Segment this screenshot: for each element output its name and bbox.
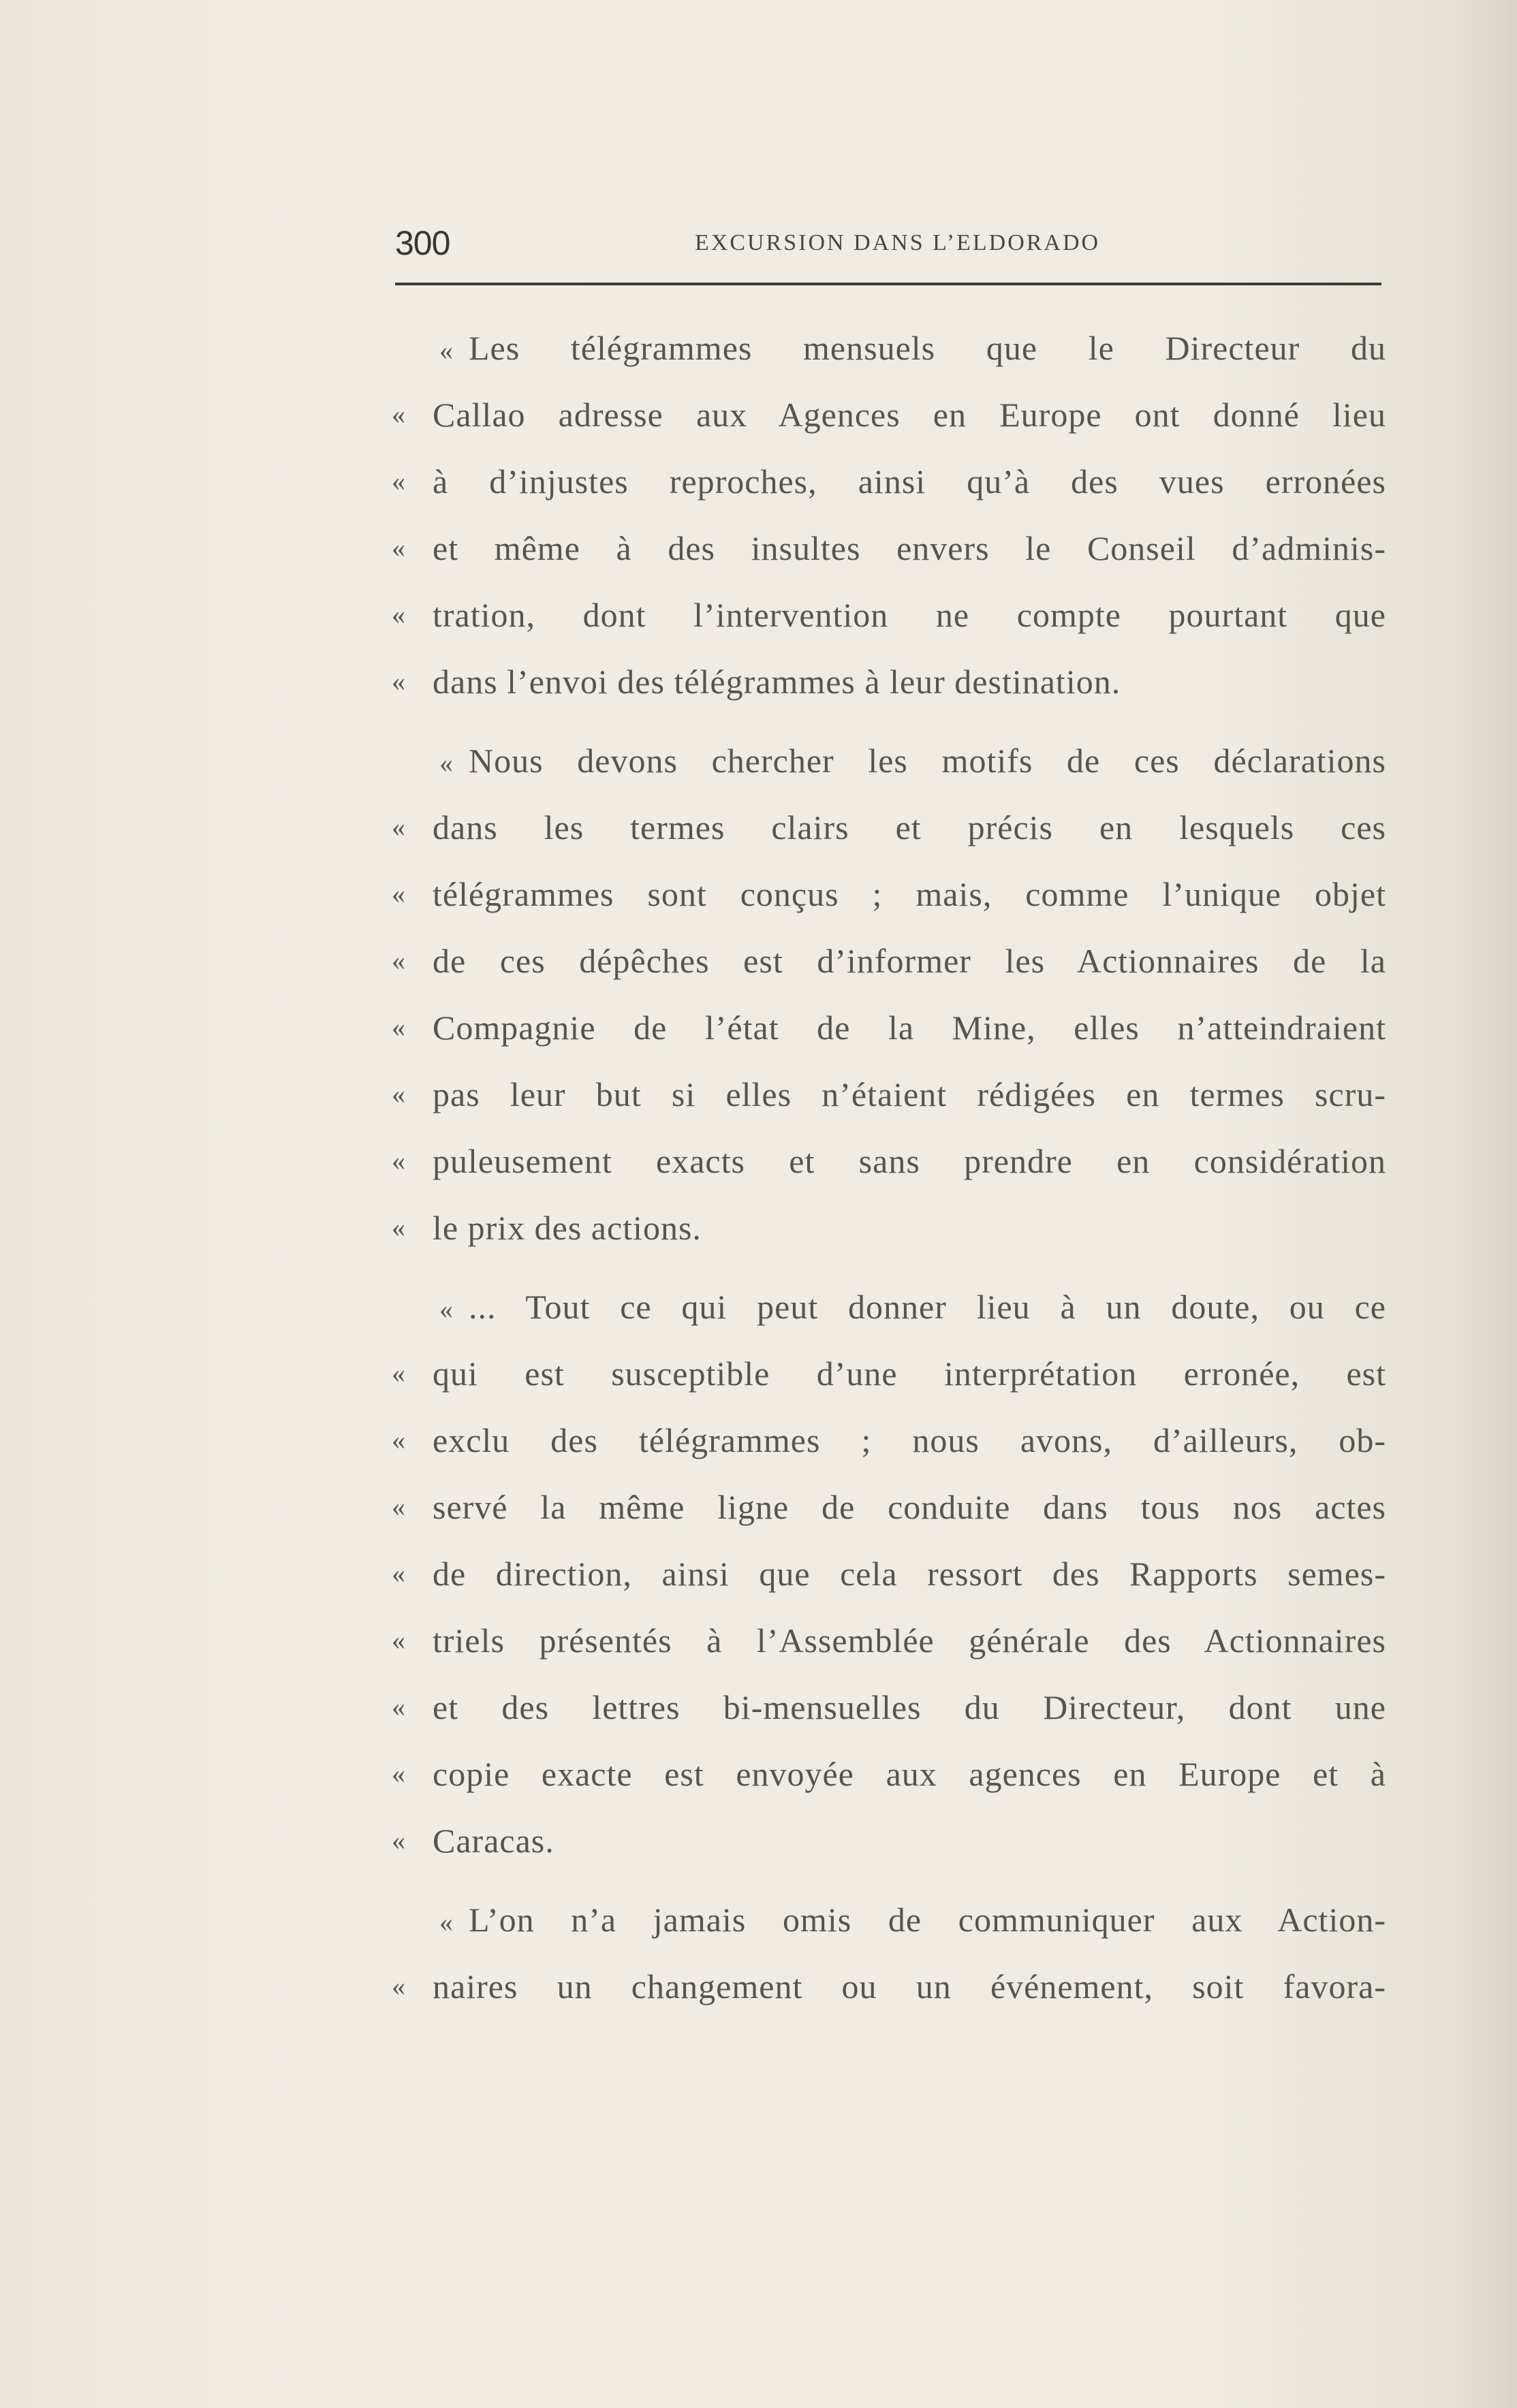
guillemet: « (392, 1558, 405, 1589)
line-text: exclu des télégrammes ; nous avons, d’ailleurs, ob- (433, 1421, 1386, 1459)
header-rule (395, 283, 1381, 285)
guillemet: « (392, 1758, 405, 1789)
text-line (392, 1953, 1386, 2020)
guillemet: « (392, 533, 405, 563)
text-line (392, 582, 1386, 648)
guillemet: « (439, 1294, 454, 1325)
guillemet: « (392, 666, 405, 697)
line-text: naires un changement ou un événement, soit favora- (433, 1967, 1386, 2006)
text-line (392, 1340, 1386, 1407)
text-line (392, 1540, 1386, 1607)
text-line (392, 1273, 1386, 1340)
line-text: le prix des actions. (433, 1209, 702, 1247)
text-line (392, 794, 1386, 861)
text-line (392, 928, 1386, 994)
text-line (392, 1741, 1386, 1807)
guillemet: « (392, 399, 405, 430)
guillemet: « (392, 1012, 405, 1043)
text-line (392, 1061, 1386, 1128)
guillemet: « (439, 335, 454, 366)
guillemet: « (392, 1079, 405, 1109)
line-text: L’on n’a jamais omis de communiquer aux Action- (469, 1901, 1386, 1939)
text-line (392, 1474, 1386, 1540)
line-text: dans les termes clairs et précis en lesquels ces (433, 808, 1386, 846)
guillemet: « (392, 1425, 405, 1455)
line-text: et des lettres bi-mensuelles du Directeur, dont une (433, 1688, 1386, 1726)
guillemet: « (392, 1491, 405, 1522)
guillemet: « (392, 1212, 405, 1243)
text-line (392, 1194, 1386, 1261)
guillemet: « (439, 748, 454, 778)
line-text: télégrammes sont conçus ; mais, comme l’unique objet (433, 875, 1386, 913)
line-text: copie exacte est envoyée aux agences en Europe et à (433, 1755, 1386, 1793)
line-text: Callao adresse aux Agences en Europe ont donné lieu (433, 396, 1386, 434)
page-header (395, 217, 1383, 285)
guillemet: « (439, 1907, 454, 1937)
line-text: servé la même ligne de conduite dans tous nos actes (433, 1488, 1386, 1526)
text-line (392, 994, 1386, 1061)
line-text: à d’injustes reproches, ainsi qu’à des vues erronées (433, 462, 1386, 501)
line-text: Compagnie de l’état de la Mine, elles n’atteindraient (433, 1009, 1386, 1047)
line-text: puleusement exacts et sans prendre en considération (433, 1142, 1386, 1180)
line-text: qui est susceptible d’une interprétation erronée, est (433, 1354, 1386, 1393)
line-text: tration, dont l’intervention ne compte pourtant que (433, 596, 1386, 634)
text-line (392, 727, 1386, 794)
line-text: dans l’envoi des télégrammes à leur destination. (433, 663, 1121, 701)
text-line (392, 861, 1386, 928)
text-line (392, 1886, 1386, 1953)
text-line (392, 1607, 1386, 1674)
guillemet: « (392, 1825, 405, 1856)
line-text: de direction, ainsi que cela ressort des Rapports semes- (433, 1555, 1386, 1593)
guillemet: « (392, 878, 405, 909)
line-text: Les télégrammes mensuels que le Directeur du (469, 329, 1386, 367)
text-line (392, 381, 1386, 448)
guillemet: « (392, 466, 405, 496)
guillemet: « (392, 1625, 405, 1656)
page-number: 300 (395, 224, 450, 262)
line-text: Nous devons chercher les motifs de ces déclarations (469, 742, 1386, 780)
guillemet: « (392, 812, 405, 842)
line-text: ... Tout ce qui peut donner lieu à un doute, ou ce (469, 1288, 1386, 1326)
guillemet: « (392, 1145, 405, 1176)
guillemet: « (392, 1692, 405, 1722)
body-text (392, 315, 1386, 2020)
text-line (392, 1407, 1386, 1474)
text-line (392, 315, 1386, 381)
running-title: EXCURSION DANS L’ELDORADO (695, 230, 1101, 255)
line-text: Caracas. (433, 1822, 554, 1860)
text-line (392, 1674, 1386, 1741)
line-text: et même à des insultes envers le Conseil d’adminis- (433, 529, 1386, 567)
guillemet: « (392, 945, 405, 976)
line-text: pas leur but si elles n’étaient rédigées en termes scru- (433, 1075, 1386, 1113)
guillemet: « (392, 1971, 405, 2001)
text-line (392, 648, 1386, 715)
text-line (392, 515, 1386, 582)
guillemet: « (392, 599, 405, 630)
text-line (392, 448, 1386, 515)
guillemet: « (392, 1358, 405, 1389)
text-line (392, 1807, 1386, 1874)
text-line (392, 1128, 1386, 1194)
line-text: triels présentés à l’Assemblée générale des Actionnaires (433, 1621, 1386, 1660)
line-text: de ces dépêches est d’informer les Actionnaires de la (433, 942, 1386, 980)
